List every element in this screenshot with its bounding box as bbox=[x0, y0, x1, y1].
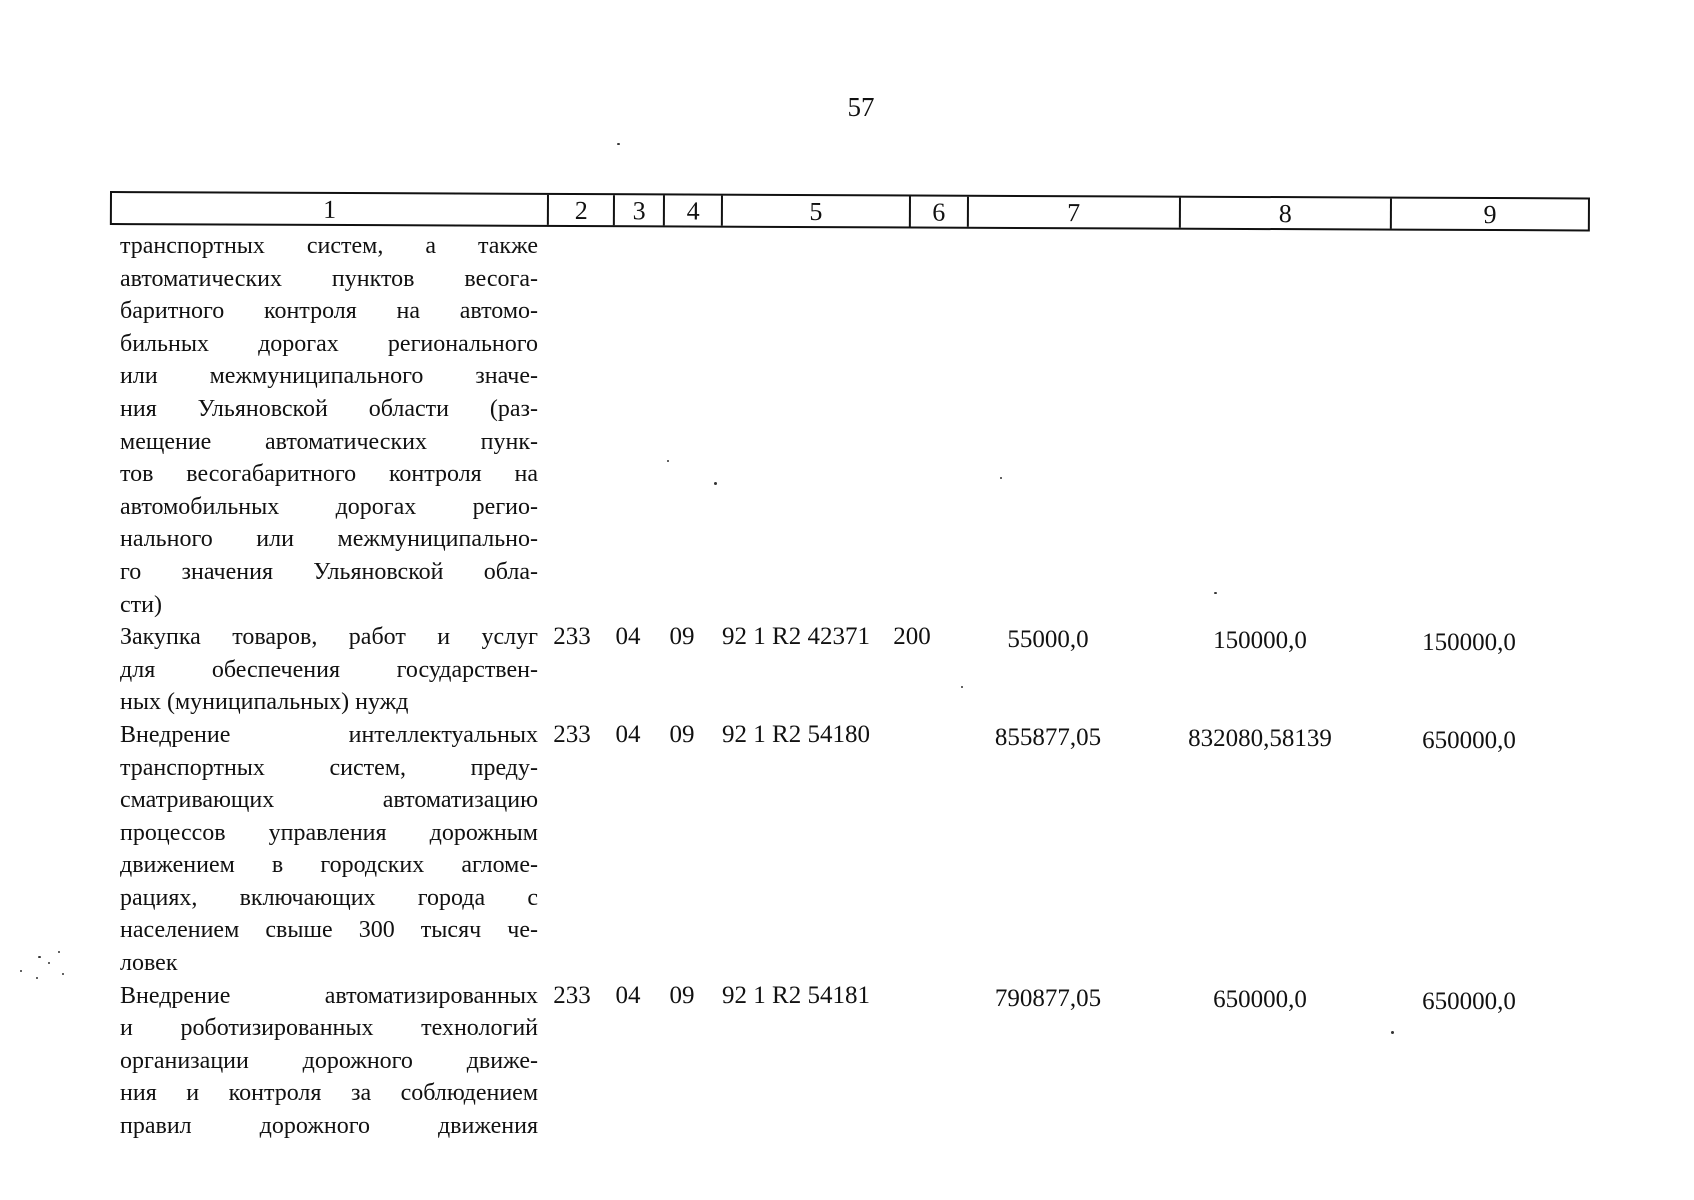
description-line: транспортных систем, преду- bbox=[120, 754, 538, 781]
cell-col-6: 200 bbox=[893, 623, 931, 651]
cell-col-7: 55000,0 bbox=[1007, 626, 1089, 654]
scan-speck bbox=[20, 970, 22, 972]
description-line: Внедрение интеллектуальных bbox=[120, 721, 538, 748]
table-row bbox=[120, 230, 1600, 621]
description-line: Внедрение автоматизированных bbox=[120, 982, 538, 1009]
scan-speck bbox=[48, 962, 50, 964]
description-line: рациях, включающих города с bbox=[120, 884, 538, 911]
table-body bbox=[120, 230, 1600, 1143]
cell-col-9: 650000,0 bbox=[1422, 987, 1516, 1015]
header-cell-4: 4 bbox=[665, 195, 723, 225]
description-line: сти) bbox=[120, 591, 162, 618]
cell-col-4: 09 bbox=[669, 623, 695, 651]
row-description bbox=[120, 719, 538, 980]
cell-col-7 bbox=[942, 230, 1154, 233]
description-line: бильных дорогах регионального bbox=[120, 330, 538, 357]
description-line: Закупка товаров, работ и услуг bbox=[120, 624, 538, 651]
cell-col-3: 04 bbox=[615, 720, 641, 748]
scan-speck bbox=[38, 956, 41, 958]
header-cell-9: 9 bbox=[1483, 199, 1497, 230]
header-cell-5: 5 bbox=[723, 196, 911, 227]
cell-col-5: 92 1 R2 54181 bbox=[722, 981, 870, 1009]
description-line: автомобильных дорогах регио- bbox=[120, 493, 538, 520]
cell-col-3: 04 bbox=[615, 623, 641, 651]
cell-col-7: 790877,05 bbox=[994, 984, 1102, 1012]
description-line: нального или межмуниципально- bbox=[120, 526, 538, 553]
cell-col-3: 04 bbox=[615, 981, 641, 1009]
cell-col-8: 150000,0 bbox=[1213, 627, 1307, 655]
cell-col-7: 855877,05 bbox=[994, 723, 1102, 751]
cell-col-4: 09 bbox=[669, 981, 695, 1009]
description-line: для обеспечения государствен- bbox=[120, 656, 538, 683]
cell-col-8: 832080,58139 bbox=[1188, 724, 1332, 752]
cell-col-2: 233 bbox=[553, 981, 591, 1009]
description-line: правил дорожного движения bbox=[120, 1113, 538, 1140]
header-cell-7: 7 bbox=[969, 197, 1181, 228]
header-cell-1: 1 bbox=[112, 193, 550, 225]
page-number: 57 bbox=[847, 92, 875, 122]
cell-col-5: 92 1 R2 54180 bbox=[722, 720, 870, 748]
table-header-row bbox=[110, 191, 1590, 231]
cell-col-9: 650000,0 bbox=[1422, 726, 1516, 754]
scan-speck bbox=[36, 977, 38, 979]
description-line: и роботизированных технологий bbox=[120, 1015, 538, 1042]
row-description bbox=[120, 980, 538, 1143]
header-cell-2: 2 bbox=[549, 195, 615, 225]
description-line: или межмуниципального значе- bbox=[120, 363, 538, 390]
table-row bbox=[120, 719, 1600, 980]
description-line: организации дорожного движе- bbox=[120, 1047, 538, 1074]
description-line: движением в городских агломе- bbox=[120, 852, 538, 879]
scan-speck bbox=[617, 143, 620, 145]
description-line: ния и контроля за соблюдением bbox=[120, 1080, 538, 1107]
description-line: баритного контроля на автомо- bbox=[120, 298, 538, 325]
cell-col-4: 09 bbox=[669, 720, 695, 748]
description-line: го значения Ульяновской обла- bbox=[120, 558, 538, 585]
row-description bbox=[120, 621, 538, 719]
scan-speck bbox=[58, 951, 60, 953]
cell-col-9 bbox=[1366, 230, 1572, 236]
description-line: автоматических пунктов весога- bbox=[120, 265, 538, 292]
row-description bbox=[120, 230, 538, 621]
cell-col-8 bbox=[1154, 230, 1366, 234]
description-line: тов весогабаритного контроля на bbox=[120, 461, 538, 488]
cell-col-2: 233 bbox=[553, 720, 591, 748]
table-row bbox=[120, 621, 1600, 719]
description-line: мещение автоматических пунк- bbox=[120, 428, 538, 455]
cell-col-9: 150000,0 bbox=[1422, 629, 1516, 657]
description-line: процессов управления дорожным bbox=[120, 819, 538, 846]
table-row bbox=[120, 980, 1600, 1143]
description-line: транспортных систем, а также bbox=[120, 233, 538, 259]
header-cell-8: 8 bbox=[1180, 198, 1392, 229]
header-cell-6: 6 bbox=[911, 196, 969, 226]
cell-col-5: 92 1 R2 42371 bbox=[722, 623, 870, 651]
description-line: населением свыше 300 тысяч че- bbox=[120, 917, 538, 944]
description-line: сматривающих автоматизацию bbox=[120, 787, 538, 814]
scan-speck bbox=[62, 973, 64, 975]
cell-col-2: 233 bbox=[553, 623, 591, 651]
header-cell-3: 3 bbox=[615, 195, 665, 225]
cell-col-8: 650000,0 bbox=[1213, 985, 1307, 1013]
description-line: ния Ульяновской области (раз- bbox=[120, 395, 538, 422]
description-line: ловек bbox=[120, 950, 178, 977]
description-line: ных (муниципальных) нужд bbox=[120, 689, 409, 716]
